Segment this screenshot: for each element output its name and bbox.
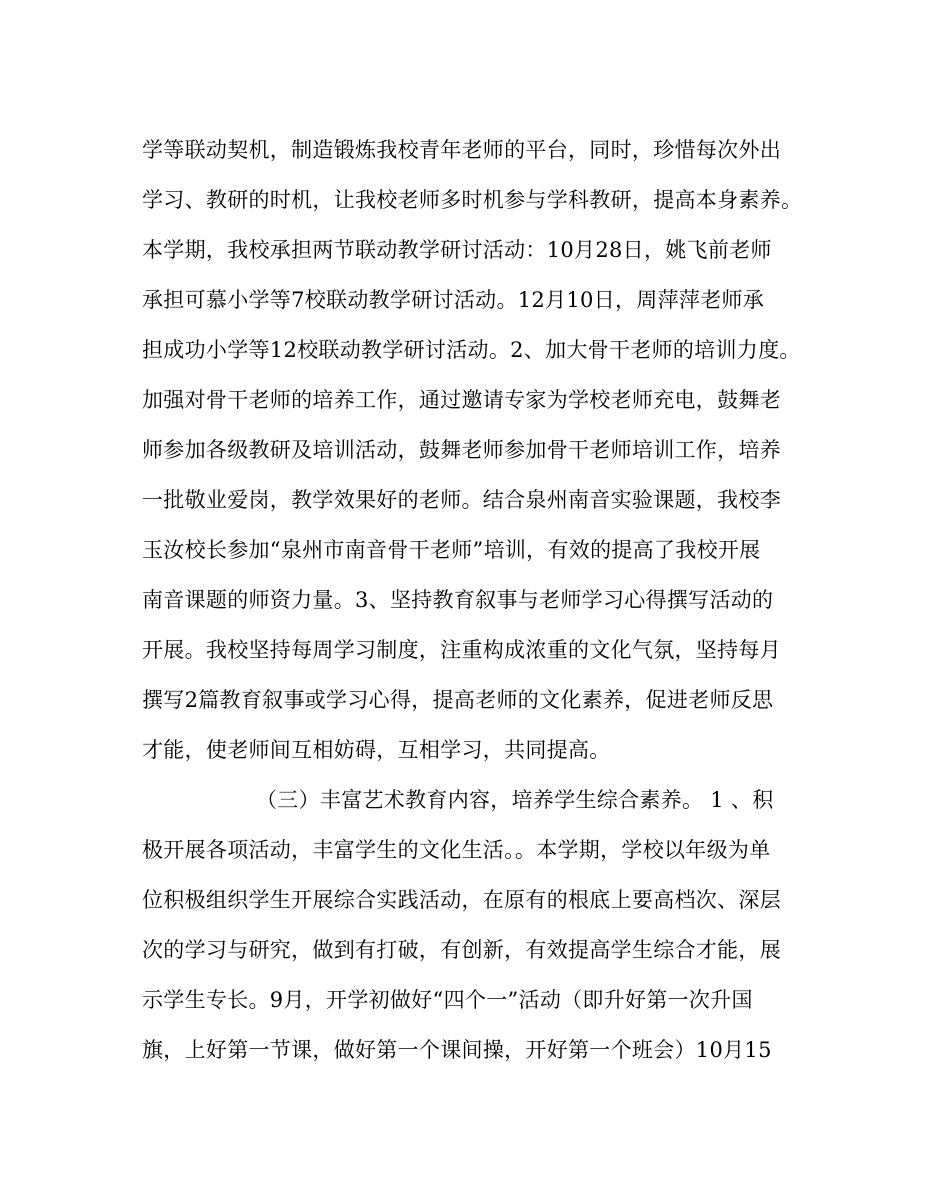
text-line: 学习、教研的时机，让我校老师多时机参与学科教研，提高本身素养。 — [142, 188, 803, 212]
text-line: 师参加各级教研及培训活动，鼓舞老师参加骨干老师培训工作，培养 — [142, 438, 781, 462]
text-line: 示学生专长。9月，开学初做好“四个一”活动（即升好第一次升国 — [142, 988, 753, 1012]
text-line: 开展。我校坚持每周学习制度，注重构成浓重的文化气氛，坚持每月 — [142, 638, 781, 662]
text-line: 本学期，我校承担两节联动教学研讨活动：10月28日，姚飞前老师 — [142, 238, 772, 262]
text-line: 担成功小学等12校联动教学研讨活动。2、加大骨干老师的培训力度。 — [142, 338, 801, 362]
text-line: 一批敬业爱岗，教学效果好的老师。结合泉州南音实验课题，我校李 — [142, 488, 781, 512]
text-line: 撰写2篇教育叙事或学习心得，提高老师的文化素养，促进老师反思 — [142, 688, 774, 712]
text-line: 旗，上好第一节课，做好第一个课间操，开好第一个班会）10月15 — [142, 1038, 772, 1062]
text-line: 次的学习与研究，做到有打破，有创新，有效提高学生综合才能，展 — [142, 938, 781, 962]
text-line: 位积极组织学生开展综合实践活动，在原有的根底上要高档次、深层 — [142, 888, 781, 912]
text-line: 才能，使老师间互相妨碍，互相学习，共同提高。 — [142, 738, 611, 762]
text-line: 加强对骨干老师的培养工作，通过邀请专家为学校老师充电，鼓舞老 — [142, 388, 781, 412]
text-line: 南音课题的师资力量。3、坚持教育叙事与老师学习心得撰写活动的 — [142, 588, 774, 612]
section-heading-line: （三）丰富艺术教育内容，培养学生综合素养。 1 、积 — [256, 788, 774, 812]
text-line: 玉汝校长参加“泉州市南音骨干老师”培训，有效的提高了我校开展 — [142, 538, 761, 562]
text-line: 承担可慕小学等7校联动教学研讨活动。12月10日，周萍萍老师承 — [142, 288, 765, 312]
text-line: 学等联动契机，制造锻炼我校青年老师的平台，同时，珍惜每次外出 — [142, 138, 781, 162]
text-line: 极开展各项活动，丰富学生的文化生活。。本学期，学校以年级为单 — [142, 838, 771, 862]
